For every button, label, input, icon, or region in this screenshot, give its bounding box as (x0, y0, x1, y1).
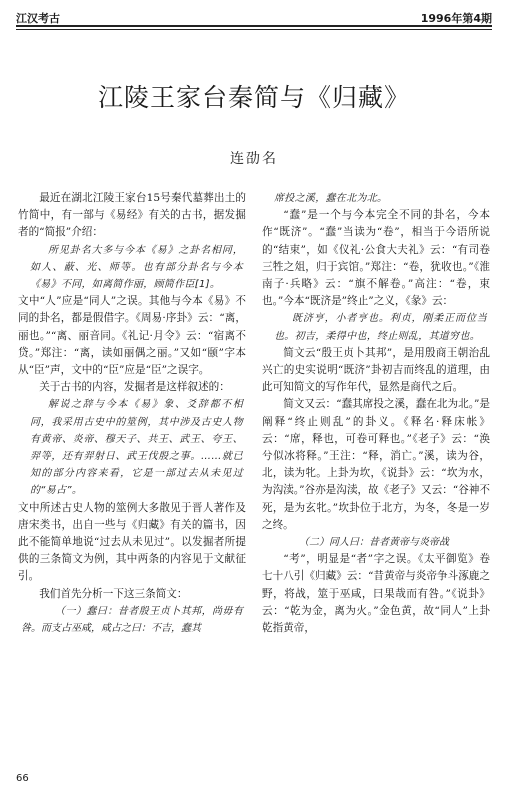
running-header (16, 4, 492, 26)
page-number: 66 (16, 773, 29, 784)
quoted-passage: 所见卦名大多与今本《易》之卦名相同，如人、蔽、光、师等。也有部分卦名与今本《易》不同，如离简作丽，顾简作臣[1]。 (30, 244, 243, 291)
body-paragraph: 最近在湖北江陵王家台15号秦代墓葬出土的竹简中，有一部与《易经》有关的古书，据发掘者的“简报”介绍： (18, 192, 246, 239)
body-paragraph: 简文又云：“蠢其席投之溪，蠢在北为北。”是阐释“终止则乱”的卦义。《释名·释床帐》云：“席，释也，可卷可释也。”《老子》云：“涣兮似冰将释。”王注：“释，消亡。”溪，读为谷，北，读为牝。上卦为坎，《说卦》云：“坎为水，为沟渎。”谷亦是沟渎，故《老子》又云：“谷神不死，是为玄牝。”坎卦位于北方，为冬，冬是一岁之终。 (262, 398, 490, 531)
body-paragraph: 关于古书的内容，发掘者是这样叙述的： (39, 381, 230, 394)
quoted-passage: （二）同人曰：昔者黄帝与炎帝战 (299, 537, 449, 549)
header-rule-thin (16, 29, 492, 30)
journal-name: 江汉考古 (16, 12, 60, 25)
header-rule (16, 25, 492, 27)
article-author: 连劭名 (230, 151, 278, 167)
quoted-passage: 既济亨，小者亨也。利贞，刚柔正而位当也。初吉，柔得中也，终止则乱，其道穷也。 (274, 313, 487, 342)
body-paragraph: 简文云“殷王贞卜其邦”，是用殷商王朝治乱兴亡的史实说明“既济”卦初吉而终乱的道理，由此可知简文的写作年代，显然是商代之后。 (262, 346, 490, 394)
issue-label: 1996年第4期 (420, 12, 492, 25)
body-paragraph: “考”，明显是“者”字之误。《太平御览》卷七十八引《归藏》云：“昔黄帝与炎帝争斗涿鹿之野，将战，筮于巫咸，曰果哉而有咎。”《说卦》云：“乾为金，离为火。”金色黄，故“同人”上卦乾指黄帝， (262, 553, 490, 635)
quoted-passage: （一）蠢曰：昔者殷王贞卜其邦，尚毋有咎。而支占巫咸，咸占之曰：不吉，蠢其 (21, 605, 243, 635)
article-title: 江陵王家台秦简与《归藏》 (97, 83, 410, 112)
right-column (262, 190, 490, 758)
body-paragraph: 我们首先分析一下这三条简文： (39, 587, 188, 600)
quoted-passage: 席投之溪，蠢在北为北。 (274, 193, 388, 204)
quoted-passage: 解说之辞与今本《易》象、爻辞都不相同，我采用古史中的筮例，其中涉及古史人物有黄帝、炎帝、穆天子、共王、武王、夸王、羿等，还有羿射日、武王伐殷之事。……就已知的部分内容来看，它是一部过去从未见过的“易占”。 (30, 399, 243, 497)
left-column (18, 190, 246, 758)
body-paragraph: 文中所述古史人物的筮例大多散见于晋人著作及唐宋类书，出自一些与《归藏》有关的篇书，因此不能简单地说“过去从未见过”。以发掘者所提供的三条简文为例，其中两条的内容见于文献征引。 (18, 501, 246, 583)
body-paragraph: “蠢”是一个与今本完全不同的卦名，今本作“既济”。“蠢”当读为“卷”，相当于今语所说的“结束”，如《仪礼·公食大夫礼》云：“有司卷三牲之俎，归于宾馆。”郑注：“卷，犹收也。”《淮南子·兵略》云：“旗不解卷。”高注：“卷，束也。”今本“既济是”终止”之义，《彖》云： (262, 209, 490, 308)
body-paragraph: 文中“人”应是“同人”之误。其他与今本《易》不同的卦名，都是假借字。《周易·序卦》云：“离，丽也。”“离、丽音同。《礼记·月令》云：“宿离不贷。”郑注：“离，读如丽偶之丽。”又如“颐”字本从“臣”声，文中的“臣”应是“臣”之误字。 (18, 295, 246, 377)
